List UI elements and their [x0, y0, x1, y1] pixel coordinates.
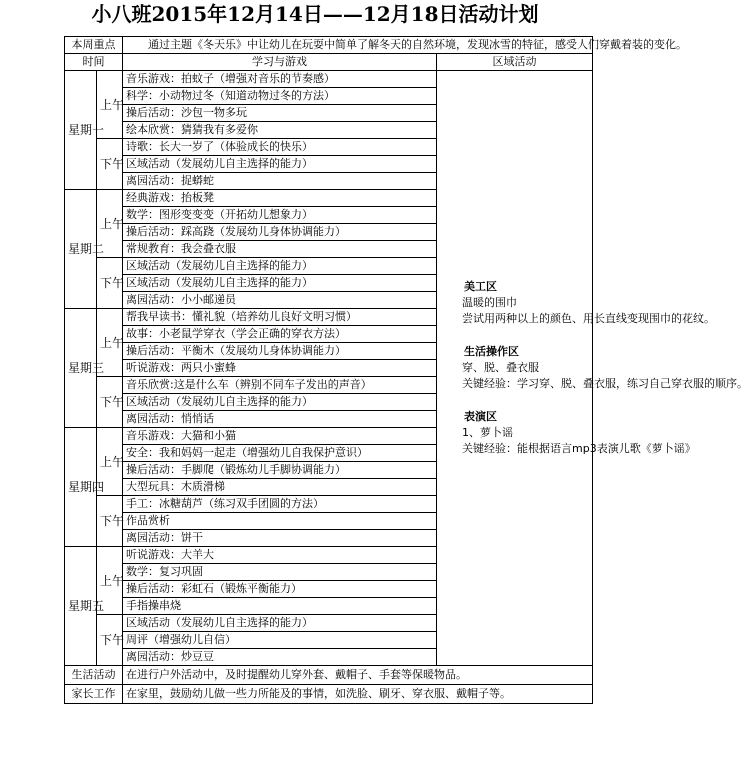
area-life-line: 穿、脱、叠衣服: [462, 361, 539, 374]
activity-item: 区域活动（发展幼儿自主选择的能力）: [123, 615, 437, 632]
area-art-line: 温暖的围巾: [462, 296, 517, 309]
life-activity-row: [65, 666, 593, 685]
activity-item: 常规教育：我会叠衣服: [123, 241, 437, 258]
activity-item: 操后活动：手脚爬（锻炼幼儿手脚协调能力）: [123, 462, 437, 479]
area-activities: [437, 71, 748, 666]
activity-item: 区域活动（发展幼儿自主选择的能力）: [123, 258, 437, 275]
activity-item: 手工：冰糖葫芦（练习双手团圆的方法）: [123, 496, 437, 513]
activity-item: 区域活动（发展幼儿自主选择的能力）: [123, 394, 437, 411]
afternoon-label: 下午: [97, 377, 123, 428]
activity-item: 离园活动：小小邮递员: [123, 292, 437, 309]
activity-item: 操后活动：彩虹石（锻炼平衡能力）: [123, 581, 437, 598]
activity-item: 安全：我和妈妈一起走（增强幼儿自我保护意识）: [123, 445, 437, 462]
activity-item: 音乐游戏：大猫和小猫: [123, 428, 437, 445]
activity-item: 科学：小动物过冬（知道动物过冬的方法）: [123, 88, 437, 105]
activity-item: 听说游戏：大羊大: [123, 547, 437, 564]
activity-row: [65, 71, 593, 88]
activity-item: 操后活动：沙包一物多玩: [123, 105, 437, 122]
day-label: 星期四: [65, 428, 97, 547]
header-row: [65, 54, 593, 71]
activity-item: 音乐游戏：拍蚊子（增强对音乐的节奏感）: [123, 71, 437, 88]
afternoon-label: 下午: [97, 496, 123, 547]
morning-label: 上午: [97, 190, 123, 258]
page-title: 小八班2015年12月14日——12月18日活动计划: [91, 2, 539, 26]
activity-item: 音乐欣赏:这是什么车（辨别不同车子发出的声音）: [123, 377, 437, 394]
activity-item: 大型玩具：木质滑梯: [123, 479, 437, 496]
morning-label: 上午: [97, 309, 123, 377]
life-activity-row-text: 在进行户外活动中，及时提醒幼儿穿外套、戴帽子、手套等保暖物品。: [123, 666, 593, 685]
focus-label: 本周重点: [65, 37, 123, 54]
day-label: 星期一: [65, 71, 97, 190]
day-label: 星期三: [65, 309, 97, 428]
area-show-title: 表演区: [464, 410, 497, 423]
area-show-line: 关键经验：能根据语言mp3表演儿歌《萝卜谣》: [462, 442, 696, 455]
activity-item: 听说游戏：两只小蜜蜂: [123, 360, 437, 377]
header-area: 区域活动: [437, 54, 593, 71]
activity-item: 经典游戏：抬板凳: [123, 190, 437, 207]
activity-item: 操后活动：踩高跷（发展幼儿身体协调能力）: [123, 224, 437, 241]
day-label: 星期五: [65, 547, 97, 666]
activity-plan-table: [64, 36, 748, 704]
activity-item: 离园活动：捉蟒蛇: [123, 173, 437, 190]
activity-item: 离园活动：炒豆豆: [123, 649, 437, 666]
morning-label: 上午: [97, 71, 123, 139]
focus-text: 通过主题《冬天乐》中让幼儿在玩耍中简单了解冬天的自然环境，发现冰雪的特征，感受人们穿戴着装的变化。: [123, 37, 593, 54]
focus-row: [65, 37, 593, 54]
activity-item: 操后活动：平衡木（发展幼儿身体协调能力）: [123, 343, 437, 360]
area-art-title: 美工区: [464, 280, 497, 293]
activity-item: 故事：小老鼠学穿衣（学会正确的穿衣方法）: [123, 326, 437, 343]
activity-item: 周评（增强幼儿自信）: [123, 632, 437, 649]
activity-item: 离园活动：饼干: [123, 530, 437, 547]
morning-label: 上午: [97, 547, 123, 615]
parent-work-row: [65, 685, 593, 704]
header-games: 学习与游戏: [123, 54, 437, 71]
area-show-line: 1、萝卜谣: [462, 426, 513, 439]
afternoon-label: 下午: [97, 139, 123, 190]
parent-work-row-text: 在家里，鼓励幼儿做一些力所能及的事情，如洗脸、刷牙、穿衣服、戴帽子等。: [123, 685, 593, 704]
area-life-title: 生活操作区: [464, 345, 519, 358]
parent-work-row-label: 家长工作: [65, 685, 123, 704]
afternoon-label: 下午: [97, 258, 123, 309]
activity-item: 区域活动（发展幼儿自主选择的能力）: [123, 156, 437, 173]
life-activity-row-label: 生活活动: [65, 666, 123, 685]
activity-item: 数学：复习巩固: [123, 564, 437, 581]
activity-item: 帮我早读书：懂礼貌（培养幼儿良好文明习惯）: [123, 309, 437, 326]
activity-item: 绘本欣赏：猜猜我有多爱你: [123, 122, 437, 139]
activity-item: 作品赏析: [123, 513, 437, 530]
section-gap: [440, 327, 589, 344]
header-time: 时间: [65, 54, 123, 71]
afternoon-label: 下午: [97, 615, 123, 666]
area-art-line: 尝试用两种以上的颜色、用长直线变现围巾的花纹。: [462, 312, 715, 325]
activity-item: 离园活动：悄悄话: [123, 411, 437, 428]
activity-item: 手指操串烧: [123, 598, 437, 615]
morning-label: 上午: [97, 428, 123, 496]
activity-item: 区域活动（发展幼儿自主选择的能力）: [123, 275, 437, 292]
day-label: 星期二: [65, 190, 97, 309]
section-gap: [440, 392, 589, 409]
area-life-line: 关键经验：学习穿、脱、叠衣服，练习自己穿衣服的顺序。: [462, 377, 748, 390]
activity-item: 诗歌：长大一岁了（体验成长的快乐）: [123, 139, 437, 156]
activity-item: 数学：图形变变变（开拓幼儿想象力）: [123, 207, 437, 224]
